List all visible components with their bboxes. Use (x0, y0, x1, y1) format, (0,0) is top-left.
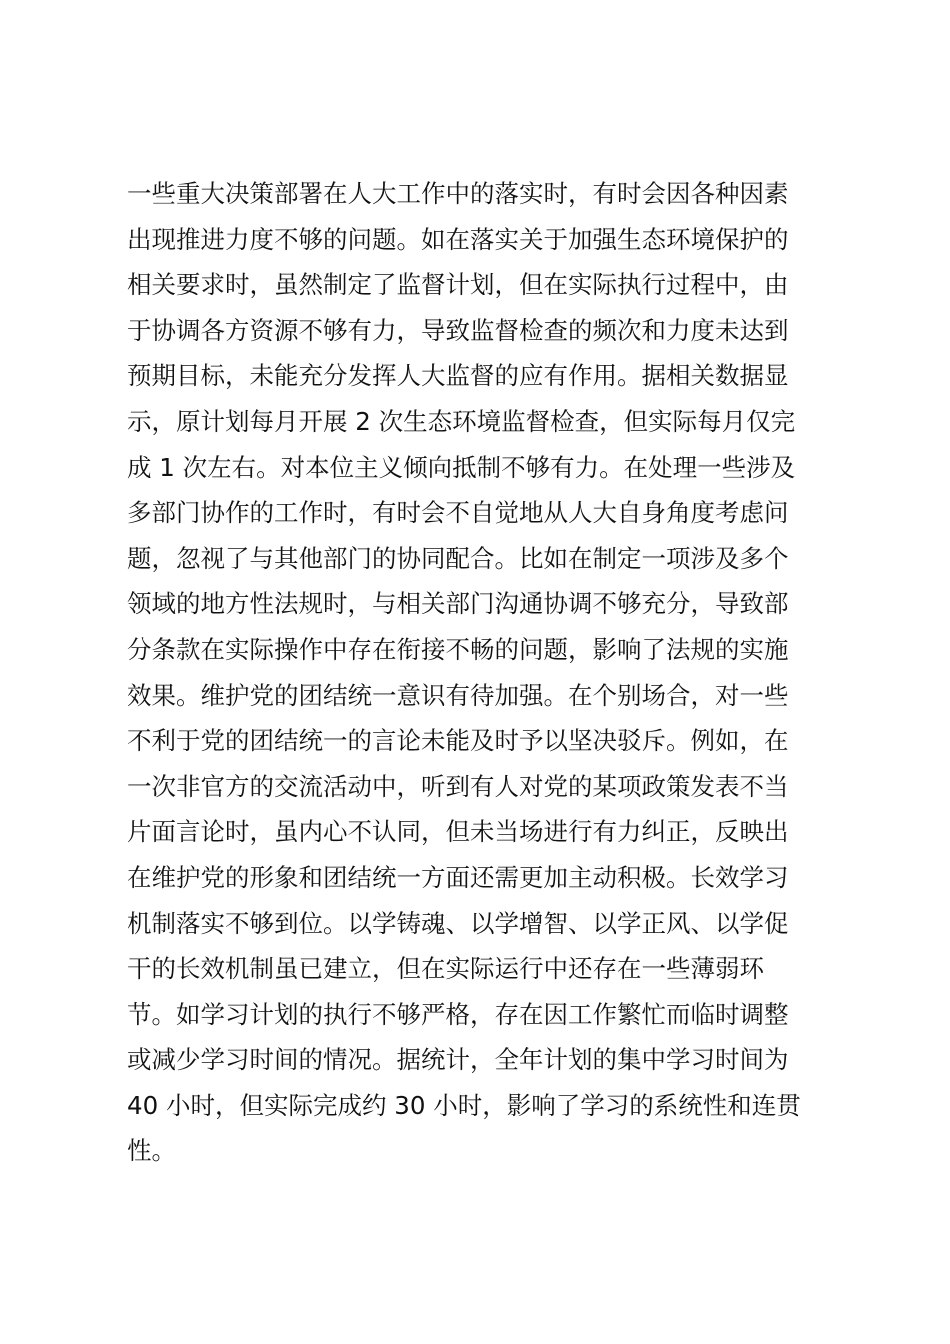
text-line: 相关要求时，虽然制定了监督计划，但在实际执行过程中，由 (127, 270, 789, 300)
text-line: 分条款在实际操作中存在衔接不畅的问题，影响了法规的实施 (127, 634, 789, 664)
text-line: 一次非官方的交流活动中，听到有人对党的某项政策发表不当 (127, 771, 789, 801)
text-line: 在维护党的形象和团结统一方面还需更加主动积极。长效学习 (127, 862, 789, 892)
text-line: 节。如学习计划的执行不够严格，存在因工作繁忙而临时调整 (127, 999, 789, 1029)
text-line: 或减少学习时间的情况。据统计，全年计划的集中学习时间为 (127, 1045, 789, 1075)
text-line: 不利于党的团结统一的言论未能及时予以坚决驳斥。例如，在 (127, 726, 789, 756)
text-line: 机制落实不够到位。以学铸魂、以学增智、以学正风、以学促 (127, 908, 789, 938)
text-line: 预期目标，未能充分发挥人大监督的应有作用。据相关数据显 (127, 361, 789, 391)
text-line: 40 小时，但实际完成约 30 小时，影响了学习的系统性和连贯 (127, 1090, 801, 1120)
text-line: 片面言论时，虽内心不认同，但未当场进行有力纠正，反映出 (127, 817, 789, 847)
text-line: 干的长效机制虽已建立，但在实际运行中还存在一些薄弱环 (127, 954, 764, 984)
text-line: 示，原计划每月开展 2 次生态环境监督检查，但实际每月仅完 (127, 406, 796, 436)
text-line: 成 1 次左右。对本位主义倾向抵制不够有力。在处理一些涉及 (127, 452, 796, 482)
body-paragraph (127, 171, 827, 1174)
text-line: 效果。维护党的团结统一意识有待加强。在个别场合，对一些 (127, 680, 789, 710)
text-line: 题，忽视了与其他部门的协同配合。比如在制定一项涉及多个 (127, 543, 789, 573)
text-line: 领域的地方性法规时，与相关部门沟通协调不够充分，导致部 (127, 589, 789, 619)
text-line: 一些重大决策部署在人大工作中的落实时，有时会因各种因素 (127, 179, 789, 208)
text-line: 出现推进力度不够的问题。如在落实关于加强生态环境保护的 (127, 224, 789, 254)
text-line: 性。 (127, 1136, 176, 1166)
text-line: 于协调各方资源不够有力，导致监督检查的频次和力度未达到 (127, 315, 789, 345)
text-line: 多部门协作的工作时，有时会不自觉地从人大自身角度考虑问 (127, 498, 789, 528)
